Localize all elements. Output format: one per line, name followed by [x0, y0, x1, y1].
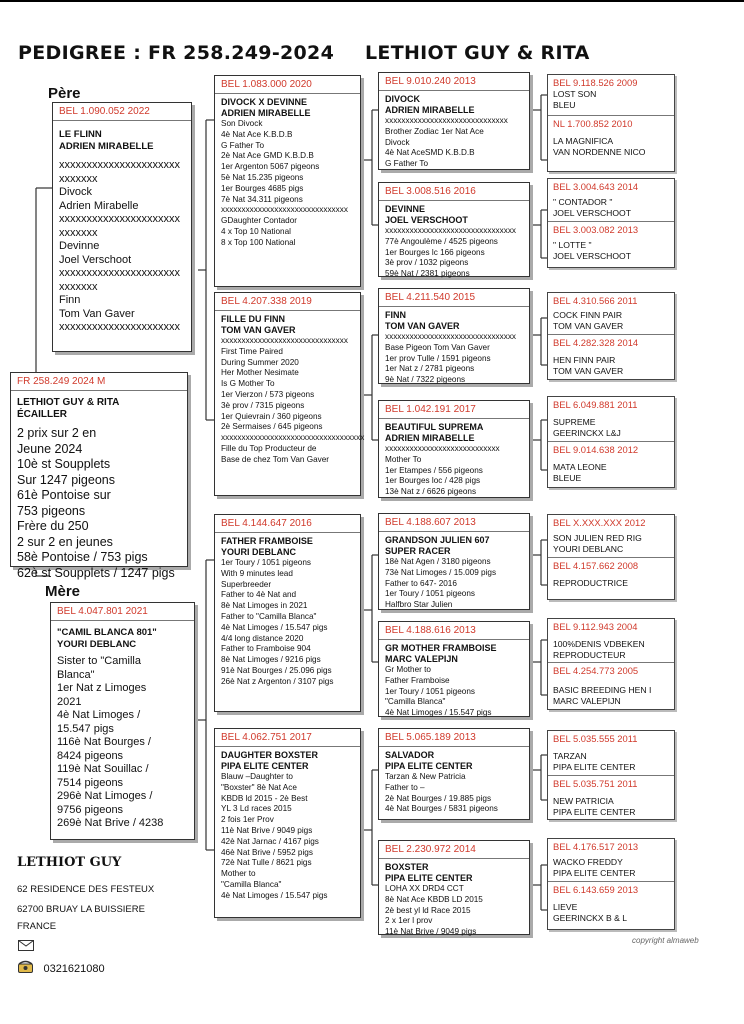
dam-label: Mère	[45, 583, 81, 600]
gen3-ring-number: BEL 4.188.607 2013	[379, 517, 529, 532]
gen3-name: BOXSTER PIPA ELITE CENTER	[385, 862, 473, 883]
gen4-ring-number: NL 1.700.852 2010	[553, 118, 633, 130]
subject-name: LETHIOT GUY & RITA ÉCAILLER	[17, 397, 120, 420]
subject-performance: 2 prix sur 2 en Jeune 2024 10è st Soupplets Sur 1247 pigeons 61è Pontoise sur 753 pigeons Frère du 250 2 sur 2 en jeunes 58è Pontoise / 753 pigs 62è st Soupplets / 1247 pigs	[17, 426, 175, 580]
gen4-ring-number: BEL 3.004.643 2014	[553, 181, 639, 192]
gen2-ring-number: BEL 4.207.338 2019	[215, 296, 360, 311]
breeder-name: LETHIOT GUY	[17, 855, 122, 870]
gen3-notes: xxxxxxxxxxxxxxxxxxxxxxxxxxxx Mother To 1er Etampes / 556 pigeons 1er Bourges loc / 428 pigs 13è Nat z / 6626 pigeons	[385, 444, 500, 497]
gen4-name: " LOTTE " JOEL VERSCHOOT	[553, 240, 631, 261]
gen3-notes: Tarzan & New Patricia Father to – 2è Nat Bourges / 19.885 pigs 4è Nat Bourges / 5831 pigeons	[385, 772, 498, 814]
gen4-ring-number: BEL 9.112.943 2004	[553, 621, 638, 632]
gen3-name: FINN TOM VAN GAVER	[385, 310, 460, 331]
gen2-notes: 1er Toury / 1051 pigeons With 9 minutes lead Superbreeder Father to 4è Nat and 8è Nat Limoges in 2021 Father to "Camilla Blanca" 4è Nat Limoges / 15.547 pigs 4/4 long distance 2020 Father to Framboise 904 8è Nat Limoges / 9216 pigs 91è Nat Bourges / 25.096 pigs 26è Nat z Argenton / 3107 pigs	[221, 558, 334, 686]
owner-title: LETHIOT GUY & RITA	[365, 42, 590, 64]
gen3-name: GRANDSON JULIEN 607 SUPER RACER	[385, 535, 490, 556]
gen3-ring-number: BEL 9.010.240 2013	[379, 76, 529, 91]
gen4-ring-number: BEL X.XXX.XXX 2012	[553, 517, 646, 528]
gen4-ring-number: BEL 3.003.082 2013	[553, 224, 639, 236]
gen2-name: DAUGHTER BOXSTER PIPA ELITE CENTER	[221, 750, 319, 771]
gen4-name: SUPREME GEERINCKX L&J	[553, 417, 621, 438]
gen2-name: FATHER FRAMBOISE YOURI DEBLANC	[221, 536, 313, 557]
dam-name: "CAMIL BLANCA 801" YOURI DEBLANC	[57, 627, 157, 650]
grandsire-paternal-card	[214, 75, 361, 287]
granddam-paternal-card	[214, 292, 365, 496]
gen4-ring-number: BEL 4.254.773 2005	[553, 665, 639, 677]
gen3-card	[378, 840, 530, 935]
gen3-name: BEAUTIFUL SUPREMA ADRIEN MIRABELLE	[385, 422, 484, 443]
gen3-name: GR MOTHER FRAMBOISE MARC VALEPIJN	[385, 643, 497, 664]
gen4-pair-card	[547, 396, 675, 488]
dam-ring-number: BEL 4.047.801 2021	[51, 606, 194, 621]
breeder-info	[17, 855, 154, 934]
gen4-name: WACKO FREDDY PIPA ELITE CENTER	[553, 857, 636, 878]
gen3-notes: LOHA XX DRD4 CCT 8è Nat Ace KBDB LD 2015 2è best yl ld Race 2015 2 x 1er l prov 11è Nat Brive / 9049 pigs	[385, 884, 483, 937]
gen4-pair-card	[547, 514, 675, 600]
gen4-name: MATA LEONE BLEUE	[553, 462, 607, 483]
gen4-name: TARZAN PIPA ELITE CENTER	[553, 751, 636, 772]
gen4-name: LIEVE GEERINCKX B & L	[553, 902, 628, 923]
gen3-notes: xxxxxxxxxxxxxxxxxxxxxxxxxxxxxx Brother Zodiac 1er Nat Ace Divock 4è Nat AceSMD K.B.D.B G Father To	[385, 116, 508, 169]
gen3-card	[378, 400, 530, 498]
gen4-ring-number: BEL 9.014.638 2012	[553, 444, 639, 456]
gen4-name: 100%DENIS VDBEKEN REPRODUCTEUR	[553, 639, 645, 660]
breeder-country: FRANCE	[17, 921, 57, 932]
dam-card	[50, 602, 195, 840]
email-icon	[18, 938, 34, 956]
gen2-name: FILLE DU FINN TOM VAN GAVER	[221, 314, 296, 335]
gen4-ring-number: BEL 5.035.555 2011	[553, 733, 638, 744]
gen3-card	[378, 728, 530, 820]
gen2-ring-number: BEL 1.083.000 2020	[215, 79, 360, 94]
gen4-name: " CONTADOR " JOEL VERSCHOOT	[553, 197, 631, 218]
gen4-ring-number: BEL 4.282.328 2014	[553, 337, 639, 349]
sire-name: LE FLINN ADRIEN MIRABELLE	[59, 129, 154, 152]
gen3-card	[378, 182, 530, 277]
gen4-name: SON JULIEN RED RIG YOURI DEBLANC	[553, 533, 642, 554]
grandsire-maternal-card	[214, 514, 361, 712]
gen4-name: LA MAGNIFICA VAN NORDENNE NICO	[553, 136, 646, 157]
gen3-ring-number: BEL 4.211.540 2015	[379, 292, 529, 307]
gen4-name: BASIC BREEDING HEN I MARC VALEPIJN	[553, 685, 652, 706]
gen4-name: REPRODUCTRICE	[553, 578, 628, 589]
gen3-notes: xxxxxxxxxxxxxxxxxxxxxxxxxxxxxxxx Base Pigeon Tom Van Gaver 1er prov Tulle / 1591 pigeons 1er Nat z / 2781 pigeons 9è Nat / 7322 pigeons	[385, 332, 516, 385]
breeder-address-line1: 62 RESIDENCE DES FESTEUX	[17, 884, 155, 895]
gen2-ring-number: BEL 4.144.647 2016	[215, 518, 360, 533]
gen3-ring-number: BEL 5.065.189 2013	[379, 732, 529, 747]
gen4-ring-number: BEL 6.049.881 2011	[553, 399, 638, 410]
gen4-ring-number: BEL 4.310.566 2011	[553, 295, 638, 306]
gen2-name: DIVOCK X DEVINNE ADRIEN MIRABELLE	[221, 97, 311, 118]
gen4-ring-number: BEL 4.176.517 2013	[553, 841, 639, 852]
gen4-pair-card	[547, 178, 675, 268]
gen4-ring-number: BEL 4.157.662 2008	[553, 560, 639, 572]
gen3-card	[378, 513, 530, 610]
gen3-notes: xxxxxxxxxxxxxxxxxxxxxxxxxxxxxxxx 77è Angoulème / 4525 pigeons 1er Bourges lc 166 pigeons 3è prov / 1032 pigeons 59è Nat / 2381 pigeons	[385, 226, 516, 279]
gen2-ring-number: BEL 4.062.751 2017	[215, 732, 360, 747]
gen3-ring-number: BEL 4.188.616 2013	[379, 625, 529, 640]
gen3-ring-number: BEL 1.042.191 2017	[379, 404, 529, 419]
gen4-name: LOST SON BLEU	[553, 89, 597, 110]
phone-row	[18, 960, 105, 978]
phone-icon	[18, 960, 33, 978]
sire-label: Père	[48, 85, 81, 102]
sire-ring-number: BEL 1.090.052 2022	[53, 106, 191, 121]
gen3-name: DIVOCK ADRIEN MIRABELLE	[385, 94, 475, 115]
subject-ring-number: FR 258.249 2024 M	[11, 376, 187, 391]
gen3-name: SALVADOR PIPA ELITE CENTER	[385, 750, 473, 771]
gen3-card	[378, 288, 530, 384]
gen3-ring-number: BEL 2.230.972 2014	[379, 844, 529, 859]
gen4-pair-card	[547, 292, 675, 380]
granddam-maternal-card	[214, 728, 361, 918]
gen4-pair-card	[547, 618, 675, 710]
gen4-pair-card	[547, 838, 675, 930]
gen3-card	[378, 621, 530, 717]
gen4-name: NEW PATRICIA PIPA ELITE CENTER	[553, 796, 636, 817]
copyright-note: copyright almaweb	[632, 936, 699, 945]
sire-card	[52, 102, 192, 352]
email-row	[18, 938, 34, 956]
gen4-name: COCK FINN PAIR TOM VAN GAVER	[553, 310, 624, 331]
gen4-ring-number: BEL 6.143.659 2013	[553, 884, 639, 896]
breeder-address-line2: 62700 BRUAY LA BUISSIERE	[17, 904, 145, 915]
sire-notes: xxxxxxxxxxxxxxxxxxxxxx xxxxxxx Divock Adrien Mirabelle xxxxxxxxxxxxxxxxxxxxxx xxxxxxx Devinne Joel Verschoot xxxxxxxxxxxxxxxxxxxxxx xxxxxxx Finn Tom Van Gaver xxxxxxxxxxxxxxxxxxxxxx	[59, 159, 180, 333]
gen4-pair-card	[547, 730, 675, 820]
gen3-notes: 18è Nat Agen / 3180 pigeons 73è Nat Limoges / 15.009 pigs Father to 647- 2016 1er Toury / 1051 pigeons Halfbro Star Julien	[385, 557, 497, 610]
dam-performance: Sister to "Camilla Blanca" 1er Nat z Limoges 2021 4è Nat Limoges / 15.547 pigs 116è Nat Bourges / 8424 pigeons 119è Nat Souillac / 7514 pigeons 296è Nat Limoges / 9756 pigeons 269è Nat Brive / 4238	[57, 655, 164, 829]
gen2-notes: Blauw –Daughter to "Boxster" 8è Nat Ace KBDB ld 2015 - 2è Best YL 3 Ld races 2015 2 fois 1er Prov 11è Nat Brive / 9049 pigs 42è Nat Jarnac / 4167 pigs 46è Nat Brive / 5952 pigs 72è Nat Tulle / 8621 pigs Mother to "Camilla Blanca" 4è Nat Limoges / 15.547 pigs	[221, 772, 328, 900]
gen3-card	[378, 72, 530, 170]
gen3-name: DEVINNE JOEL VERSCHOOT	[385, 204, 468, 225]
gen4-name: HEN FINN PAIR TOM VAN GAVER	[553, 355, 624, 376]
gen3-notes: Gr Mother to Father Framboise 1er Toury / 1051 pigeons "Camilla Blanca" 4è Nat Limoges / 15.547 pigs	[385, 665, 492, 718]
phone-number[interactable]: 0321621080	[43, 963, 105, 975]
gen2-notes: xxxxxxxxxxxxxxxxxxxxxxxxxxxxxxx First Time Paired During Summer 2020 Her Mother Nesimate Is G Mother To 1er Vierzon / 573 pigeons 3è prov / 7315 pigeons 1er Quievrain / 360 pigeons 2è Sermaises / 645 pigeons xxxxxxxxxxxxxxxxxxxxxxxxxxxxxxxxxxx Fille du Top Producteur de Base de chez Tom Van Gaver	[221, 336, 365, 464]
gen4-pair-card	[547, 74, 675, 172]
gen3-ring-number: BEL 3.008.516 2016	[379, 186, 529, 201]
gen4-ring-number: BEL 5.035.751 2011	[553, 778, 638, 790]
pedigree-label: PEDIGREE : FR 258.249-2024	[18, 42, 335, 64]
subject-card	[10, 372, 188, 580]
gen2-notes: Son Divock 4è Nat Ace K.B.D.B G Father To 2è Nat Ace GMD K.B.D.B 1er Argenton 5067 pigeons 5è Nat 15.235 pigeons 1er Bourges 4685 pigs 7è Nat 34.311 pigeons xxxxxxxxxxxxxxxxxxxxxxxxxxxxxxx GDaughter Contador 4 x Top 10 National 8 x Top 100 National	[221, 119, 348, 247]
gen4-ring-number: BEL 9.118.526 2009	[553, 77, 638, 88]
